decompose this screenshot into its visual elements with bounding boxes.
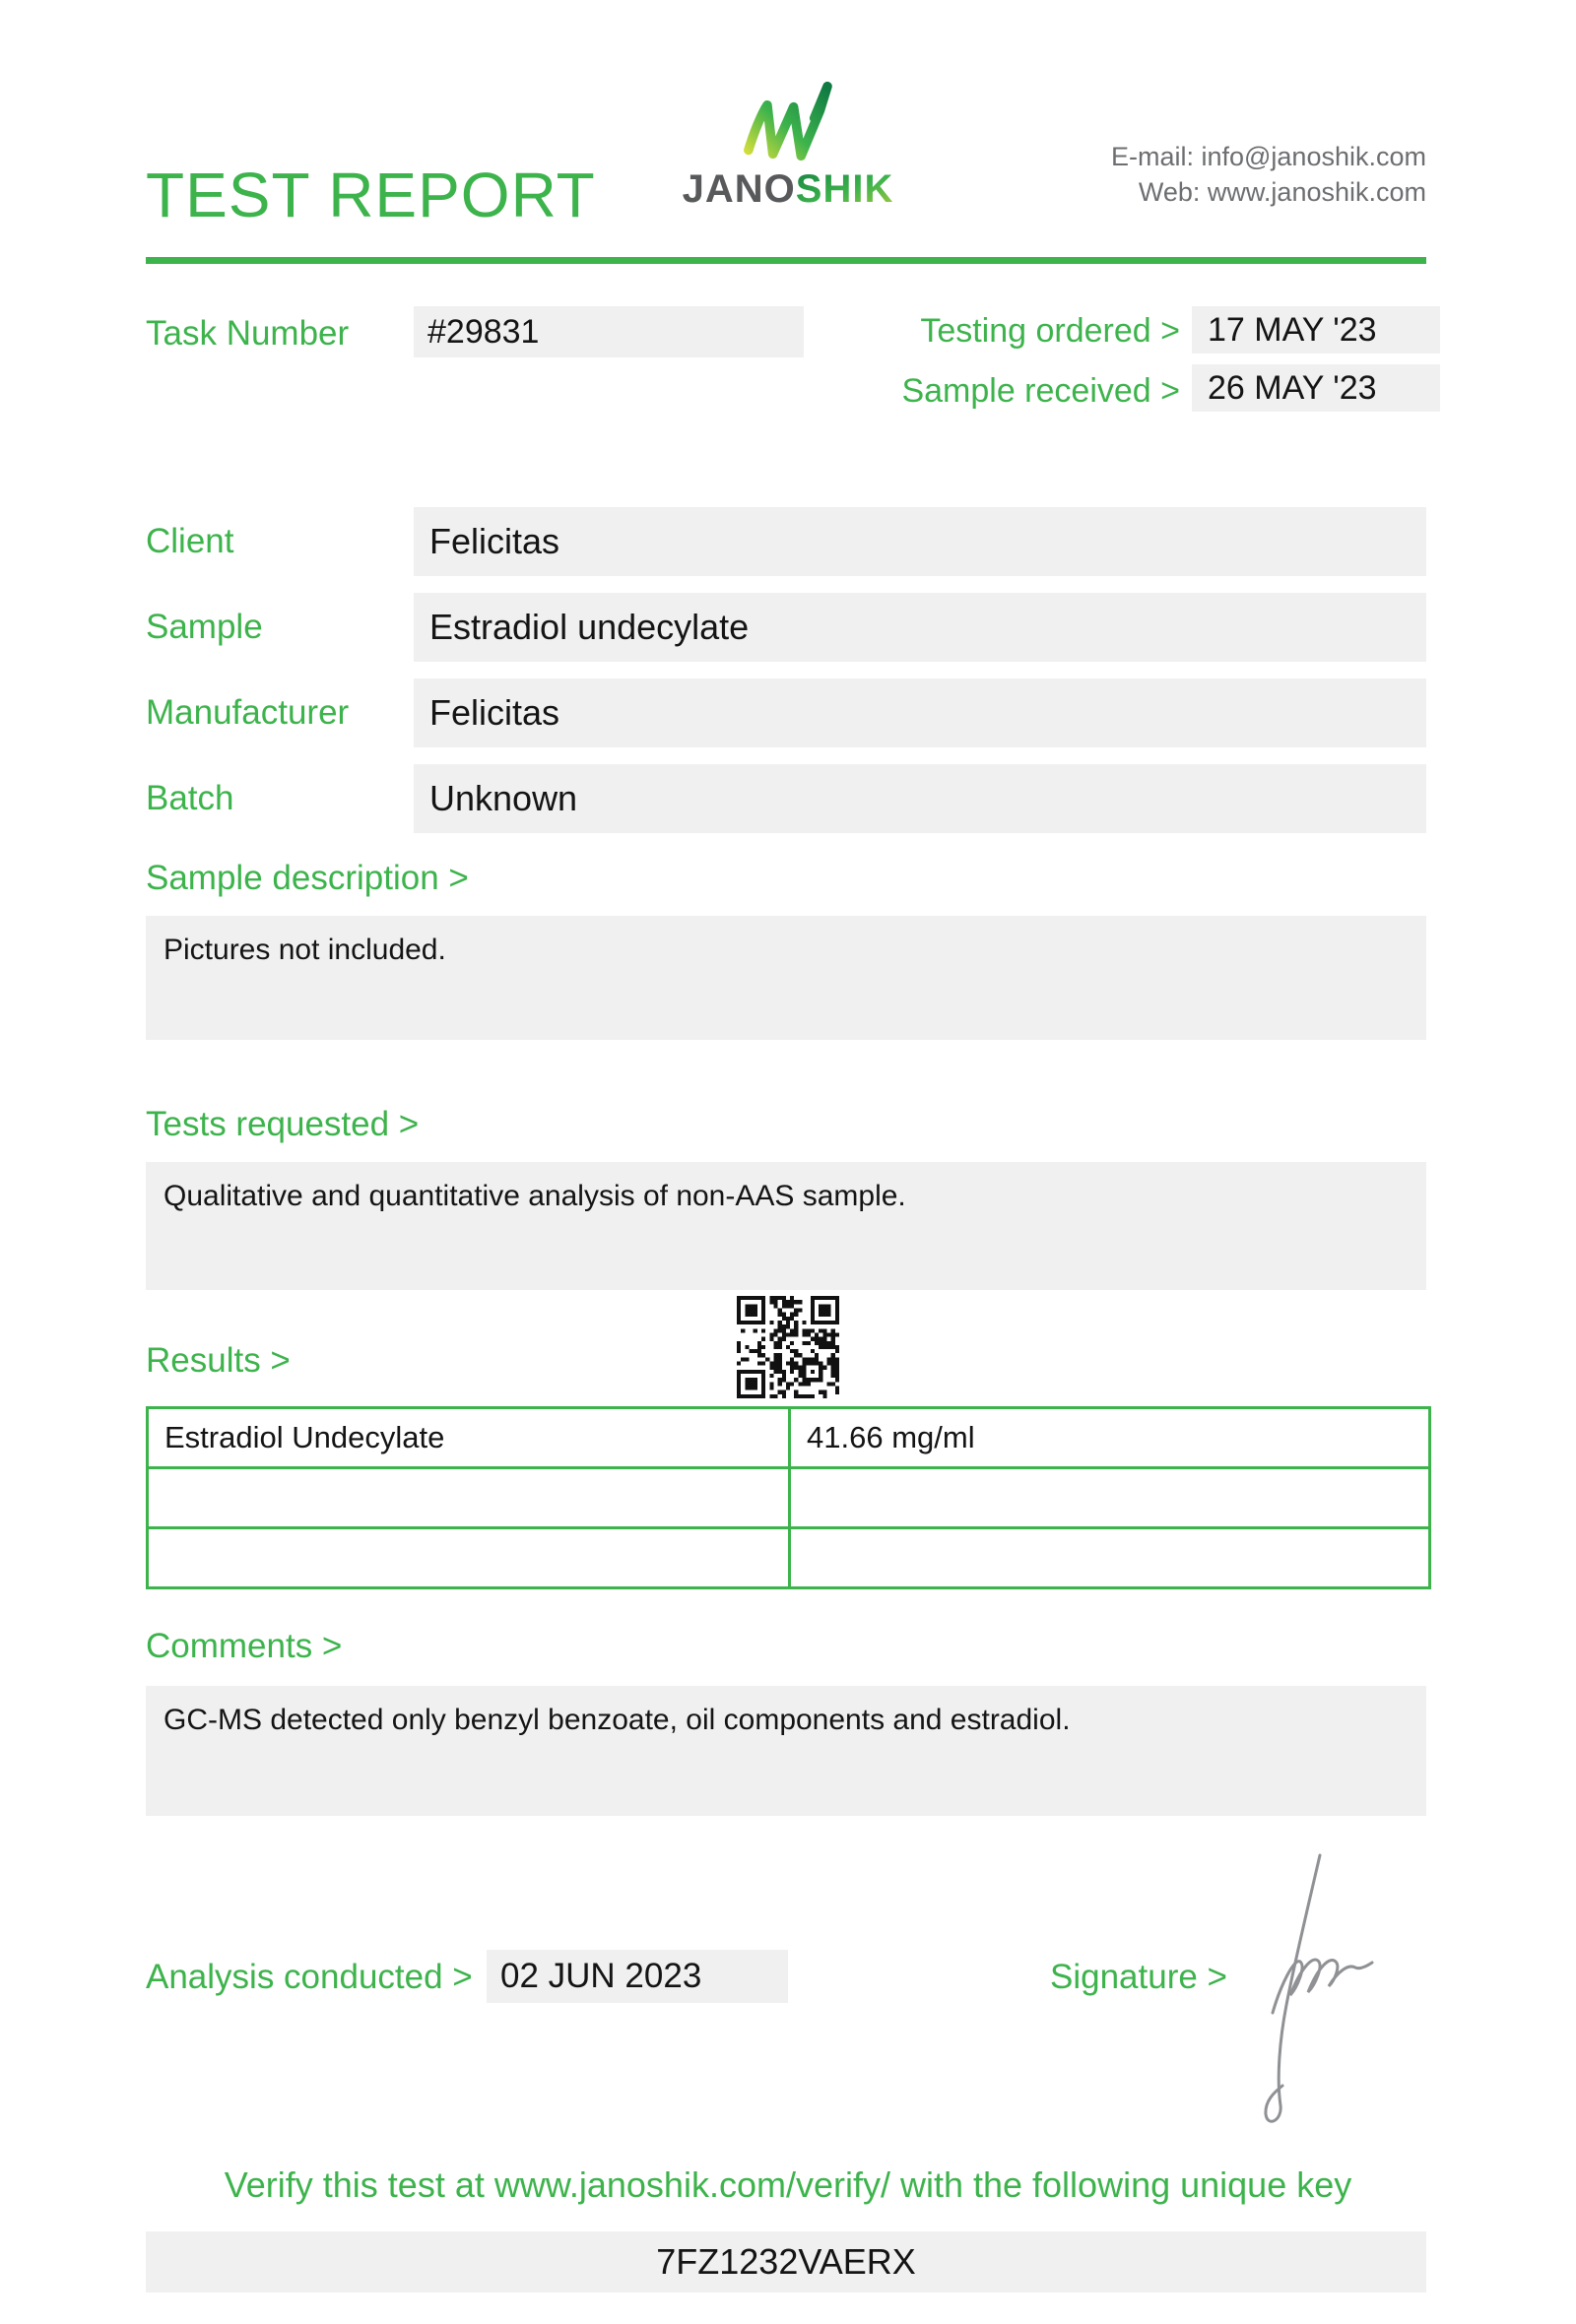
sample-value: Estradiol undecylate: [414, 593, 1426, 662]
tests-requested-heading: Tests requested >: [146, 1105, 420, 1143]
qr-code: [737, 1296, 839, 1398]
results-table: [146, 1406, 1431, 1589]
testing-ordered-label: Testing ordered >: [920, 312, 1180, 350]
comments-body: GC-MS detected only benzyl benzoate, oil components and estradiol.: [146, 1686, 1426, 1816]
verify-key: 7FZ1232VAERX: [146, 2231, 1426, 2292]
result-analyte-cell: [148, 1468, 790, 1528]
batch-value: Unknown: [414, 764, 1426, 833]
sample-received-label: Sample received >: [901, 372, 1180, 410]
results-table-row: [148, 1408, 1430, 1468]
analysis-conducted-label: Analysis conducted >: [146, 1958, 473, 1996]
header-rule: [146, 257, 1426, 264]
signature-image: [1243, 1847, 1391, 2133]
task-number-label: Task Number: [146, 314, 350, 353]
sample-label: Sample: [146, 608, 263, 646]
page-title: TEST REPORT: [146, 160, 596, 230]
analysis-conducted-value: 02 JUN 2023: [487, 1950, 788, 2003]
result-analyte-cell: [148, 1528, 790, 1588]
task-number-value: #29831: [414, 306, 804, 357]
signature-label: Signature >: [1050, 1958, 1227, 1996]
results-table-row: [148, 1468, 1430, 1528]
comments-heading: Comments >: [146, 1627, 343, 1665]
logo-wordmark: [630, 167, 946, 212]
manufacturer-label: Manufacturer: [146, 693, 350, 732]
batch-label: Batch: [146, 779, 234, 817]
sample-received-value: 26 MAY '23: [1192, 364, 1440, 412]
results-heading: Results >: [146, 1341, 291, 1380]
logo-chart-icon: [739, 79, 833, 161]
logo-wordmark-right: SHIK: [795, 167, 894, 211]
contact-web: Web: www.janoshik.com: [1138, 176, 1426, 207]
sample-description-body: Pictures not included.: [146, 916, 1426, 1040]
result-analyte-cell: Estradiol Undecylate: [148, 1408, 790, 1468]
verify-instruction: Verify this test at www.janoshik.com/verify/ with the following unique key: [224, 2164, 1352, 2205]
sample-description-heading: Sample description >: [146, 859, 469, 897]
tests-requested-body: Qualitative and quantitative analysis of non-AAS sample.: [146, 1162, 1426, 1290]
result-value-cell: 41.66 mg/ml: [790, 1408, 1430, 1468]
contact-email: E-mail: info@janoshik.com: [1110, 142, 1426, 171]
results-table-row: [148, 1528, 1430, 1588]
testing-ordered-value: 17 MAY '23: [1192, 306, 1440, 354]
manufacturer-value: Felicitas: [414, 678, 1426, 747]
client-label: Client: [146, 522, 234, 560]
contact-block: [1111, 140, 1426, 211]
logo-wordmark-left: JANO: [682, 167, 796, 211]
client-value: Felicitas: [414, 507, 1426, 576]
result-value-cell: [790, 1528, 1430, 1588]
result-value-cell: [790, 1468, 1430, 1528]
